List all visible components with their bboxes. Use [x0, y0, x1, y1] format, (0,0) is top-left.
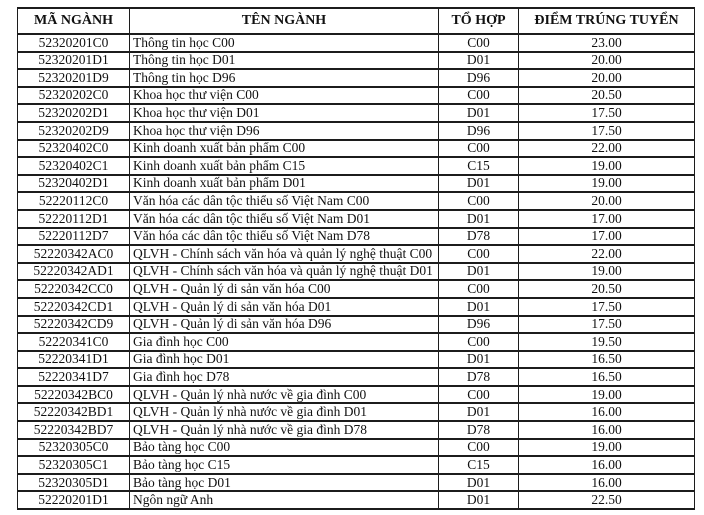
cell-score: 20.00 [519, 192, 695, 210]
cell-combination: D01 [439, 298, 519, 316]
cell-score: 17.50 [519, 316, 695, 334]
cell-major-name: Văn hóa các dân tộc thiểu số Việt Nam C00 [130, 192, 439, 210]
cell-score: 16.00 [519, 456, 695, 474]
cell-major-name: QLVH - Quản lý nhà nước về gia đình C00 [130, 386, 439, 404]
table-row [18, 87, 695, 105]
cell-major-code: 52220342CD9 [18, 316, 130, 334]
cell-score: 20.00 [519, 52, 695, 70]
cell-combination: D01 [439, 403, 519, 421]
cell-major-name: Thông tin học D96 [130, 69, 439, 87]
table-row [18, 439, 695, 457]
cell-major-code: 52320202D9 [18, 122, 130, 140]
cell-score: 16.00 [519, 474, 695, 492]
cell-major-name: QLVH - Quản lý di sản văn hóa C00 [130, 280, 439, 298]
table-row [18, 228, 695, 246]
table-row [18, 351, 695, 369]
cell-combination: D01 [439, 474, 519, 492]
cell-combination: D78 [439, 228, 519, 246]
cell-score: 16.00 [519, 403, 695, 421]
cell-score: 19.00 [519, 439, 695, 457]
cell-major-name: Khoa học thư viện D96 [130, 122, 439, 140]
cell-major-code: 52320305C1 [18, 456, 130, 474]
table-row [18, 34, 695, 52]
cell-combination: D01 [439, 52, 519, 70]
cell-major-name: Bảo tàng học C15 [130, 456, 439, 474]
cell-major-name: QLVH - Chính sách văn hóa và quản lý nghệ thuật D01 [130, 263, 439, 281]
cell-score: 16.50 [519, 351, 695, 369]
cell-combination: C00 [439, 280, 519, 298]
cell-major-name: QLVH - Quản lý nhà nước về gia đình D01 [130, 403, 439, 421]
column-header-to-hop: TỔ HỢP [439, 8, 519, 34]
cell-combination: D96 [439, 122, 519, 140]
cell-combination: D01 [439, 104, 519, 122]
cell-score: 16.00 [519, 421, 695, 439]
cell-major-code: 52220112C0 [18, 192, 130, 210]
cell-score: 19.00 [519, 386, 695, 404]
table-row [18, 316, 695, 334]
cell-major-code: 52220342CC0 [18, 280, 130, 298]
cell-major-code: 52320201D1 [18, 52, 130, 70]
cell-major-code: 52220201D1 [18, 491, 130, 509]
cell-combination: D01 [439, 263, 519, 281]
cell-score: 19.00 [519, 175, 695, 193]
table-row [18, 245, 695, 263]
cell-major-name: Ngôn ngữ Anh [130, 491, 439, 509]
table-row [18, 52, 695, 70]
table-row [18, 474, 695, 492]
cell-major-name: Kinh doanh xuất bản phẩm C00 [130, 140, 439, 158]
cell-score: 17.00 [519, 228, 695, 246]
cell-combination: D01 [439, 210, 519, 228]
cell-major-code: 52220342BD1 [18, 403, 130, 421]
cell-score: 20.50 [519, 87, 695, 105]
cell-combination: D96 [439, 316, 519, 334]
cell-combination: D01 [439, 491, 519, 509]
cell-combination: D01 [439, 175, 519, 193]
cell-major-code: 52320402C0 [18, 140, 130, 158]
cell-major-code: 52220112D1 [18, 210, 130, 228]
cell-major-name: QLVH - Quản lý nhà nước về gia đình D78 [130, 421, 439, 439]
cell-score: 17.50 [519, 298, 695, 316]
cell-score: 20.50 [519, 280, 695, 298]
cell-major-code: 52320201C0 [18, 34, 130, 52]
table-row [18, 175, 695, 193]
cell-score: 17.50 [519, 122, 695, 140]
cell-major-code: 52320402C1 [18, 157, 130, 175]
cell-score: 22.00 [519, 140, 695, 158]
cell-major-code: 52320201D9 [18, 69, 130, 87]
cell-score: 17.00 [519, 210, 695, 228]
table-row [18, 403, 695, 421]
table-row [18, 280, 695, 298]
cell-major-code: 52220342BC0 [18, 386, 130, 404]
cell-major-code: 52320305D1 [18, 474, 130, 492]
table-row [18, 157, 695, 175]
table-row [18, 263, 695, 281]
cell-combination: C00 [439, 87, 519, 105]
cell-combination: C00 [439, 245, 519, 263]
table-row [18, 421, 695, 439]
cell-combination: D01 [439, 351, 519, 369]
table-row [18, 210, 695, 228]
cell-combination: C00 [439, 192, 519, 210]
cell-major-code: 52220342AC0 [18, 245, 130, 263]
cell-major-code: 52320305C0 [18, 439, 130, 457]
table-row [18, 140, 695, 158]
cell-major-name: Gia đình học D01 [130, 351, 439, 369]
cell-score: 19.50 [519, 333, 695, 351]
cell-score: 23.00 [519, 34, 695, 52]
table-row [18, 104, 695, 122]
table-row [18, 456, 695, 474]
cell-major-name: Gia đình học D78 [130, 368, 439, 386]
cell-score: 17.50 [519, 104, 695, 122]
table-row [18, 298, 695, 316]
cell-score: 19.00 [519, 263, 695, 281]
cell-combination: C15 [439, 456, 519, 474]
cell-major-name: QLVH - Chính sách văn hóa và quản lý nghệ thuật C00 [130, 245, 439, 263]
table-row [18, 333, 695, 351]
cell-combination: C15 [439, 157, 519, 175]
table-body [18, 34, 695, 509]
header-row [18, 8, 695, 34]
cell-major-code: 52220112D7 [18, 228, 130, 246]
cell-major-name: Khoa học thư viện D01 [130, 104, 439, 122]
cell-major-code: 52320202C0 [18, 87, 130, 105]
cell-score: 19.00 [519, 157, 695, 175]
cell-major-name: Thông tin học C00 [130, 34, 439, 52]
cell-major-name: Khoa học thư viện C00 [130, 87, 439, 105]
cell-major-name: Gia đình học C00 [130, 333, 439, 351]
admission-scores-table [17, 7, 695, 510]
cell-major-code: 52220341D1 [18, 351, 130, 369]
cell-combination: C00 [439, 140, 519, 158]
cell-major-code: 52320202D1 [18, 104, 130, 122]
cell-combination: D78 [439, 421, 519, 439]
cell-major-code: 52220342CD1 [18, 298, 130, 316]
cell-major-name: Kinh doanh xuất bản phẩm D01 [130, 175, 439, 193]
table-header [18, 8, 695, 34]
cell-combination: C00 [439, 333, 519, 351]
cell-major-code: 52220341D7 [18, 368, 130, 386]
cell-combination: D96 [439, 69, 519, 87]
cell-major-name: Bảo tàng học D01 [130, 474, 439, 492]
table-row [18, 122, 695, 140]
cell-major-code: 52220342BD7 [18, 421, 130, 439]
cell-major-name: Văn hóa các dân tộc thiểu số Việt Nam D01 [130, 210, 439, 228]
cell-combination: C00 [439, 439, 519, 457]
table-row [18, 368, 695, 386]
table-row [18, 192, 695, 210]
cell-score: 16.50 [519, 368, 695, 386]
column-header-diem-trung-tuyen: ĐIỂM TRÚNG TUYỂN [519, 8, 695, 34]
cell-score: 22.00 [519, 245, 695, 263]
table-row [18, 69, 695, 87]
cell-major-code: 52320402D1 [18, 175, 130, 193]
cell-major-name: Thông tin học D01 [130, 52, 439, 70]
cell-score: 22.50 [519, 491, 695, 509]
cell-major-code: 52220341C0 [18, 333, 130, 351]
column-header-ten-nganh: TÊN NGÀNH [130, 8, 439, 34]
cell-combination: C00 [439, 386, 519, 404]
table-row [18, 386, 695, 404]
cell-major-name: Kinh doanh xuất bản phẩm C15 [130, 157, 439, 175]
cell-combination: D78 [439, 368, 519, 386]
cell-major-name: Bảo tàng học C00 [130, 439, 439, 457]
column-header-ma-nganh: MÃ NGÀNH [18, 8, 130, 34]
table-row [18, 491, 695, 509]
cell-major-code: 52220342AD1 [18, 263, 130, 281]
cell-major-name: Văn hóa các dân tộc thiểu số Việt Nam D78 [130, 228, 439, 246]
cell-combination: C00 [439, 34, 519, 52]
cell-major-name: QLVH - Quản lý di sản văn hóa D96 [130, 316, 439, 334]
cell-score: 20.00 [519, 69, 695, 87]
cell-major-name: QLVH - Quản lý di sản văn hóa D01 [130, 298, 439, 316]
